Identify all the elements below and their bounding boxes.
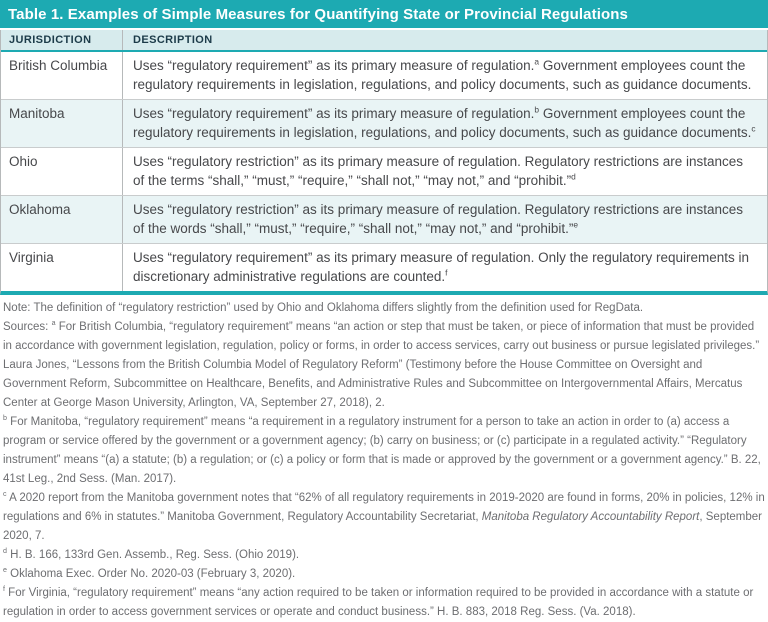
table-row-oklahoma [1,196,767,244]
description-cell: Uses “regulatory requirement” as its primary measure of regulation.$^a$ Government employees count the regulatory requirements in legislation, regulations, and policy documents, such as guidance documents. [122,52,767,99]
table-title: Table 1. Examples of Simple Measures for Quantifying State or Provincial Regulations [8,5,628,23]
source-note-b-manitoba: $^b$ For Manitoba, “regulatory requirement” means “a requirement in a regulatory instrument for a person to take an action in order to (a) access a program or service offered by the government or a government agency; (b) carry on business; or (c) participate in a regulated activity.” “Regulatory instrument” means “(a) a statute; (b) a regulation; or (c) a policy or form that is made or approved by the government or a government agency.” B. 22, 41st Leg., 2nd Sess. (Man. 2017). [3,414,761,485]
jurisdiction-cell: Ohio [9,154,38,169]
source-note-a-british-columbia: Sources: $^a$ For British Columbia, “regulatory requirement” means “an action or step that must be taken, or piece of information that must be provided in accordance with government legislation, regulation, policy or forms, in order to access services, carry out business or pursue legislated privileges.” Laura Jones, “Lessons from the British Columbia Model of Regulatory Reform” (Testimony before the House Committee on Oversight and Government Reform, Subcommittee on Healthcare, Benefits, and Administrative Rules and Subcommittee on Intergovernmental Affairs, Mercatus Center at George Mason University, Arlington, VA, September 27, 2018), 2. [3,319,760,409]
description-cell: Uses “regulatory restriction” as its primary measure of regulation. Regulatory restrictions are instances of the words “shall,” “must,” “require,” “shall not,” “may not,” and “prohibit.”$^e$ [122,196,767,243]
table-title-bar [0,0,768,28]
source-note-e-oklahoma: $^e$ Oklahoma Exec. Order No. 2020-03 (February 3, 2020). [3,566,296,580]
source-note-f-virginia: $^f$ For Virginia, “regulatory requirement” means “any action required to be taken or information required to be provided in accordance with a statute or regulation in order to access government services or operate and conduct business.” H. B. 883, 2018 Reg. Sess. (Va. 2018). [3,585,754,618]
jurisdiction-cell: Oklahoma [9,202,71,217]
description-cell: Uses “regulatory requirement” as its primary measure of regulation.$^b$ Government employees count the regulatory requirements in legislation, regulations, and policy documents, such as guidance documents.$^c$ [122,100,767,147]
table-notes [0,295,768,622]
regulation-measures-table [0,30,768,295]
table-header-row [1,30,767,52]
column-header-description: DESCRIPTION [122,30,767,50]
jurisdiction-cell: Manitoba [9,106,65,121]
source-note-c-manitoba-report: $^c$ A 2020 report from the Manitoba government notes that “62% of all regulatory requirements in 2019-2020 are found in forms, 20% in policies, 12% in regulations and 6% in statutes.” Manitoba Government, Regulatory Accountability Secretariat, Manitoba Regulatory Accountability Report, September 2020, 7. [3,490,765,542]
jurisdiction-cell: British Columbia [9,58,108,73]
jurisdiction-cell: Virginia [9,250,54,265]
table-row-ohio [1,148,767,196]
description-cell: Uses “regulatory requirement” as its primary measure of regulation. Only the regulatory requirements in discretionary administrative regulations are counted.$^f$ [122,244,767,291]
source-note-d-ohio: $^d$ H. B. 166, 133rd Gen. Assemb., Reg. Sess. (Ohio 2019). [3,547,300,561]
note-general: Note: The definition of “regulatory restriction” used by Ohio and Oklahoma differs slightly from the definition used for RegData. [3,302,644,314]
description-cell: Uses “regulatory restriction” as its primary measure of regulation. Regulatory restrictions are instances of the terms “shall,” “must,” “require,” “shall not,” “may not,” and “prohibit.”$^d$ [122,148,767,195]
table-row-virginia [1,244,767,291]
column-header-jurisdiction: JURISDICTION [9,34,92,46]
table-row-manitoba [1,100,767,148]
table-row-british-columbia [1,52,767,100]
